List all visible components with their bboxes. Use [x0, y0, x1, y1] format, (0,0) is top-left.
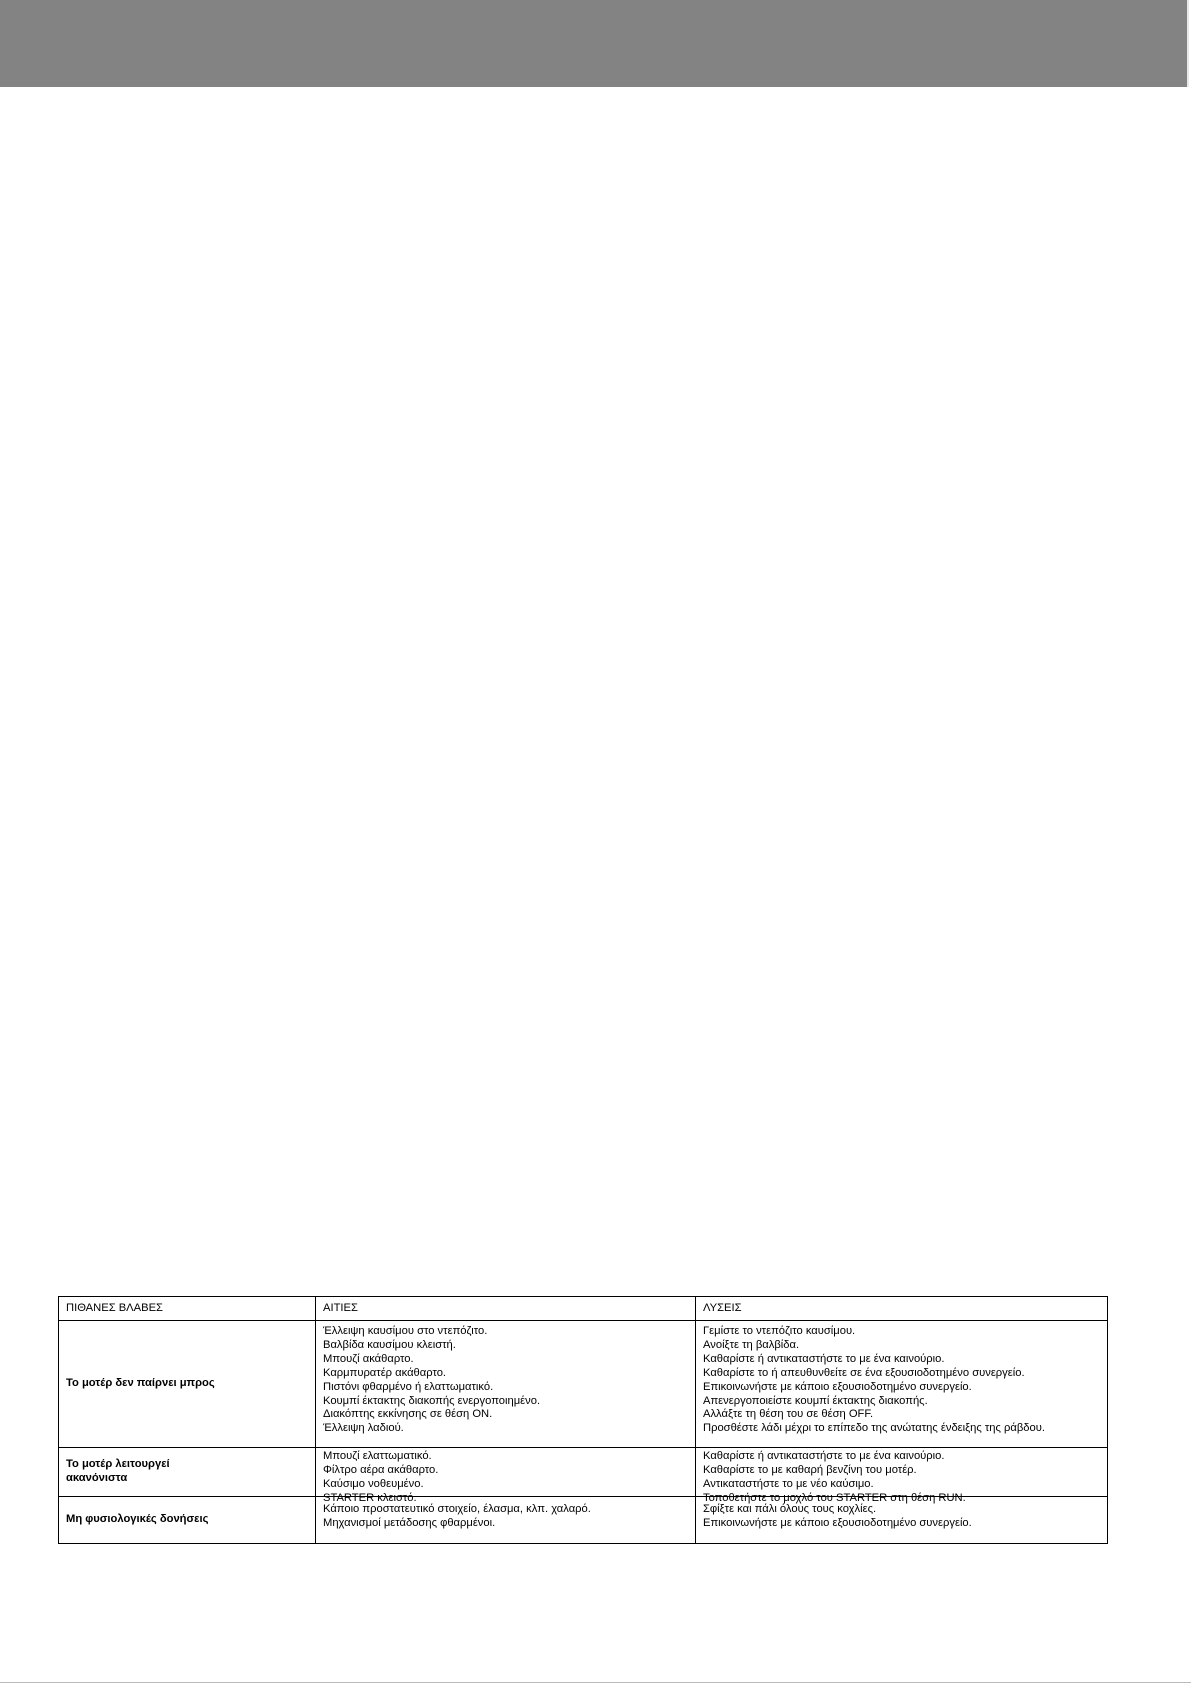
solution-item: Καθαρίστε ή αντικαταστήστε το με ένα καινούριο.	[703, 1450, 945, 1462]
header-causes: ΑΙΤΙΕΣ	[316, 1297, 696, 1321]
solution-item: Καθαρίστε ή αντικαταστήστε το με ένα καινούριο.	[703, 1352, 945, 1365]
solution-item: Τοποθετήστε το μοχλό του STARTER στη θέση RUN.	[703, 1491, 966, 1504]
cause-item: Βαλβίδα καυσίμου κλειστή.	[323, 1338, 456, 1351]
solution-item: Απενεργοποιείστε κουμπί έκτακτης διακοπής.	[703, 1394, 928, 1407]
solutions-clip	[703, 1450, 1107, 1504]
causes-cell	[316, 1448, 696, 1504]
solutions-cell	[696, 1321, 1108, 1448]
cause-item: Φίλτρο αέρα ακάθαρτο.	[323, 1463, 439, 1476]
troubleshooting-table	[58, 1296, 1108, 1544]
problem-label: Το μοτέρ λειτουργεί ακανόνιστα	[66, 1458, 170, 1484]
solution-item: Σφίξτε και πάλι όλους τους κοχλίες.	[703, 1503, 877, 1515]
cause-item: Κάποιο προστατευτικό στοιχείο, έλασμα, κλπ. χαλαρό.	[323, 1503, 591, 1515]
header-problems: ΠΙΘΑΝΕΣ ΒΛΑΒΕΣ	[59, 1297, 316, 1321]
table-header-row	[59, 1297, 1108, 1321]
solution-item: Γεμίστε το ντεπόζιτο καυσίμου.	[703, 1325, 856, 1337]
solution-item: Ανοίξτε τη βαλβίδα.	[703, 1338, 800, 1351]
causes-clip	[323, 1450, 695, 1504]
cause-item: Έλλειψη καυσίμου στο ντεπόζιτο.	[323, 1325, 488, 1337]
solution-item: Προσθέστε λάδι μέχρι το επίπεδο της ανώτατης ένδειξης της ράβδου.	[703, 1422, 1045, 1435]
header-band	[0, 0, 1187, 87]
solution-item: Καθαρίστε το ή απευθυνθείτε σε ένα εξουσιοδοτημένο συνεργείο.	[703, 1366, 1025, 1379]
cause-item: Μπουζί ακάθαρτο.	[323, 1352, 414, 1365]
causes-cell	[316, 1497, 696, 1544]
table-row	[59, 1321, 1108, 1448]
solution-item: Αλλάξτε τη θέση του σε θέση OFF.	[703, 1408, 874, 1421]
page-bottom-edge	[0, 1682, 1191, 1683]
cause-item: Πιστόνι φθαρμένο ή ελαττωματικό.	[323, 1380, 494, 1393]
cause-item: Κουμπί έκτακτης διακοπής ενεργοποιημένο.	[323, 1394, 541, 1407]
cause-item: Καρμπυρατέρ ακάθαρτο.	[323, 1366, 447, 1379]
cause-item: Μπουζί ελαττωματικό.	[323, 1450, 432, 1462]
header-edge	[1187, 0, 1189, 87]
cause-item: STARTER κλειστό.	[323, 1491, 417, 1504]
header-solutions: ΛΥΣΕΙΣ	[696, 1297, 1108, 1321]
solution-item: Καθαρίστε το με καθαρή βενζίνη του μοτέρ.	[703, 1463, 917, 1476]
cause-item: Έλλειψη λαδιού.	[323, 1422, 404, 1435]
solutions-cell	[696, 1448, 1108, 1504]
causes-cell	[316, 1321, 696, 1448]
problem-cell: Το μοτέρ δεν παίρνει μπρος	[59, 1321, 316, 1448]
cause-item: Διακόπτης εκκίνησης σε θέση ON.	[323, 1408, 493, 1421]
solution-item: Αντικαταστήστε το με νέο καύσιμο.	[703, 1477, 874, 1490]
table-row	[59, 1448, 1108, 1497]
problem-cell	[59, 1448, 316, 1497]
cause-item: Μηχανισμοί μετάδοσης φθαρμένοι.	[323, 1516, 496, 1529]
cause-item: Καύσιμο νοθευμένο.	[323, 1477, 424, 1490]
solution-item: Επικοινωνήστε με κάποιο εξουσιοδοτημένο συνεργείο.	[703, 1516, 972, 1529]
problem-cell: Μη φυσιολογικές δονήσεις	[59, 1497, 316, 1544]
solution-item: Επικοινωνήστε με κάποιο εξουσιοδοτημένο συνεργείο.	[703, 1380, 972, 1393]
